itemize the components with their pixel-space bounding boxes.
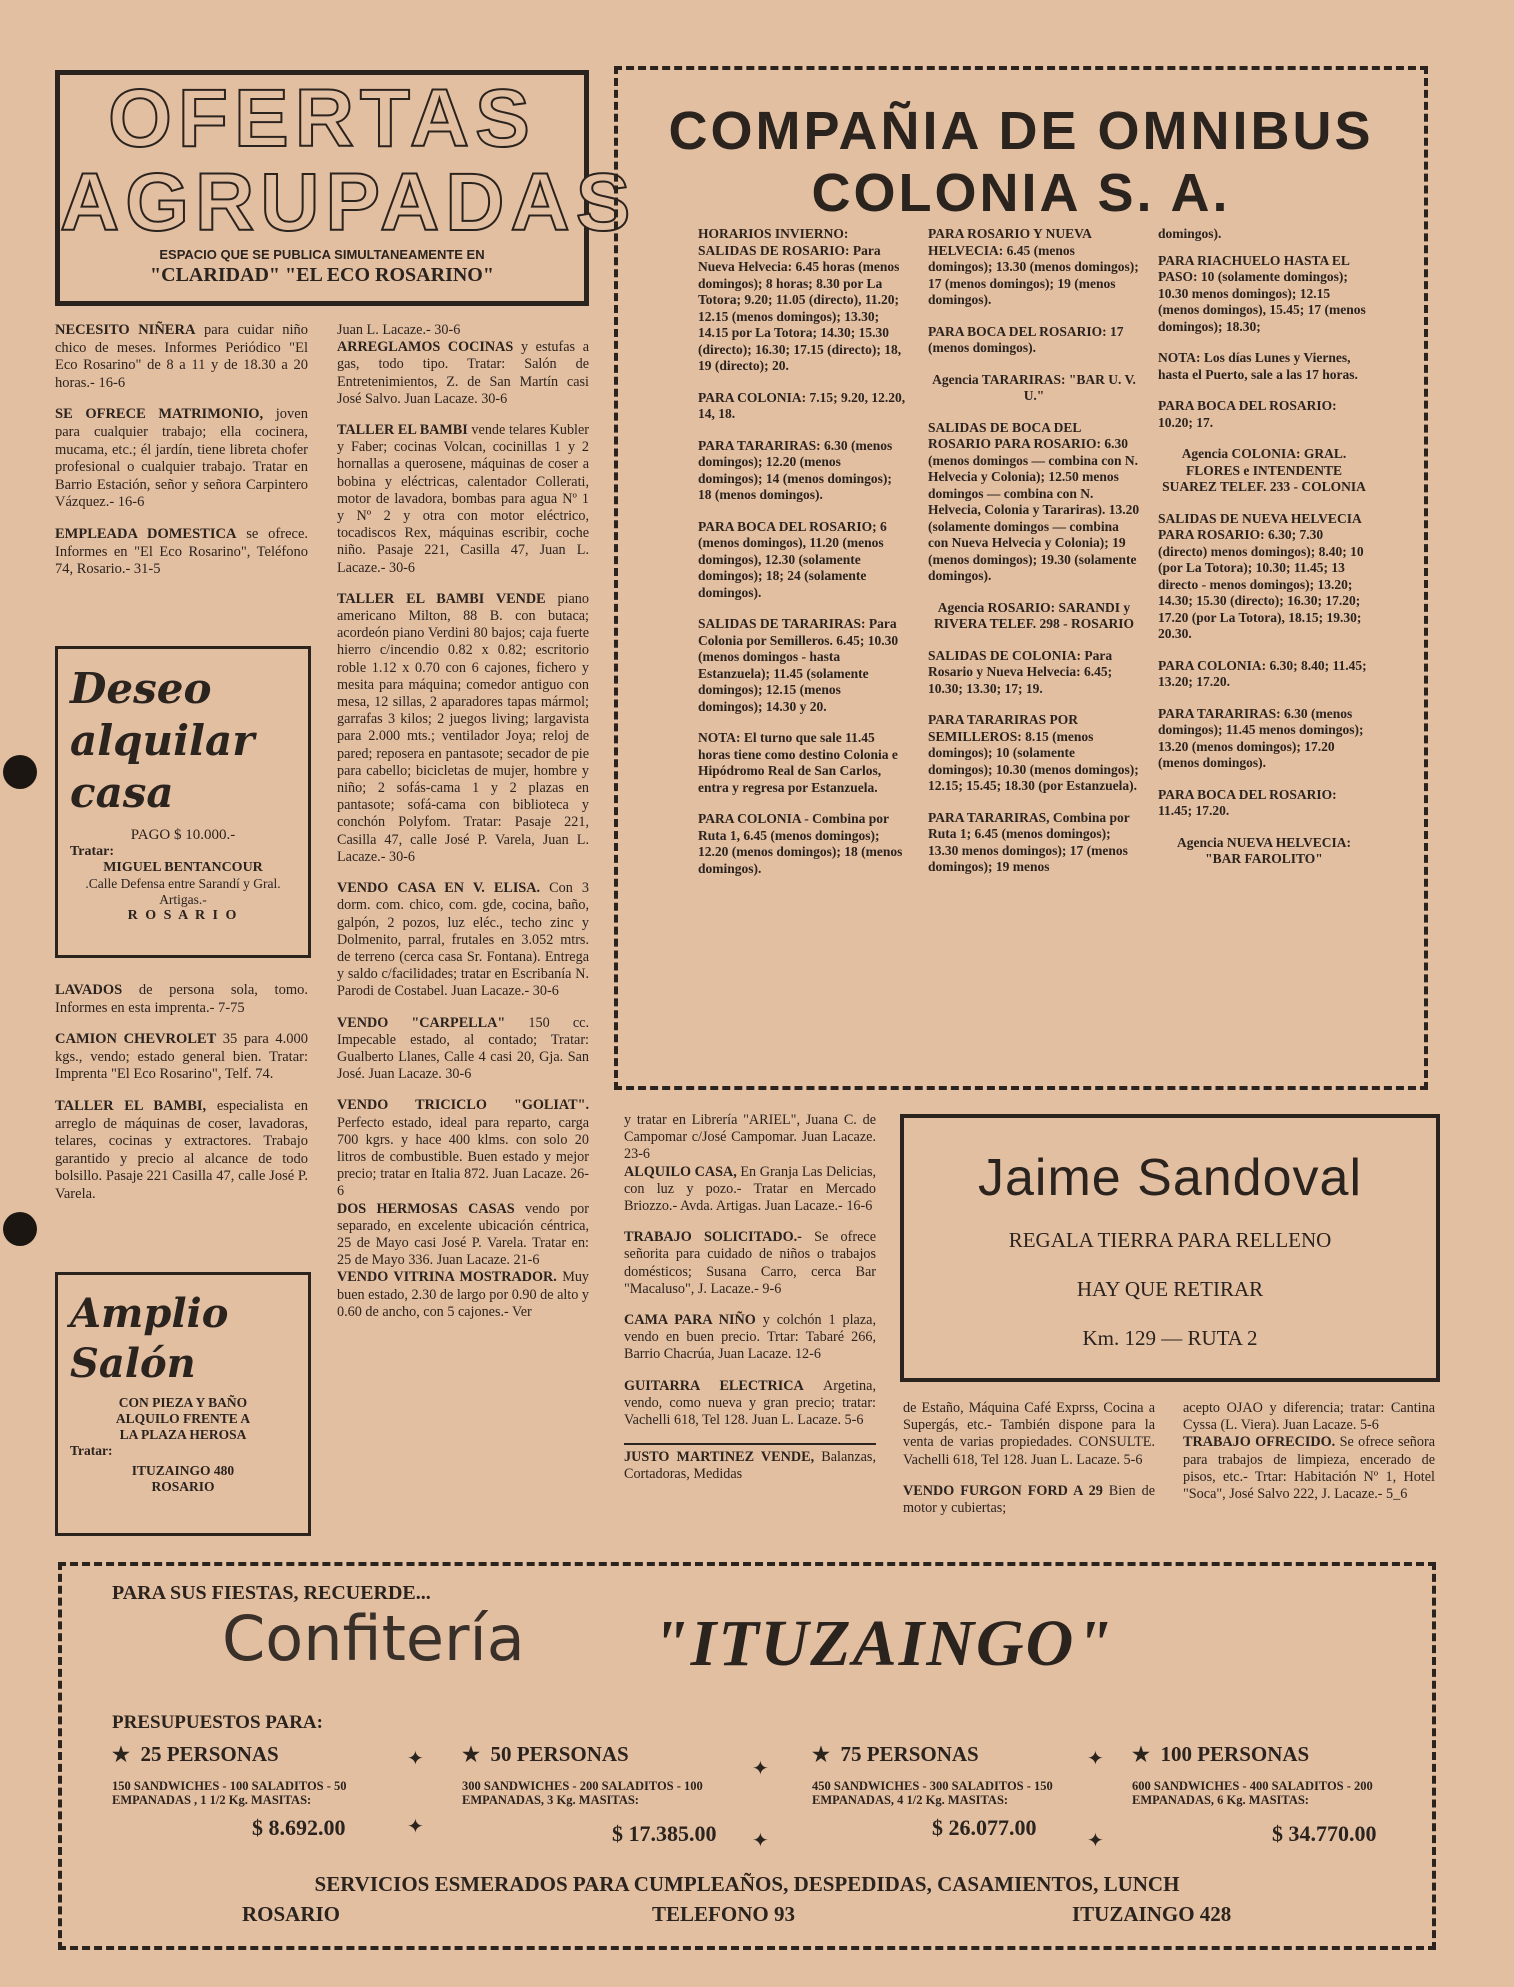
classified-ad bbox=[337, 880, 589, 1000]
schedule-entry: PARA BOCA DEL ROSARIO; 6 (menos domingos), 11.20 (menos domingos), 12.30 (solamente domingos); 18; 24 (solamente domingos). bbox=[698, 518, 887, 600]
star-icon: ✦ bbox=[407, 1748, 424, 1770]
ofertas-title: OFERTAS bbox=[108, 73, 536, 164]
confiteria-phone: TELEFONO 93 bbox=[652, 1902, 795, 1926]
ad-lead: TRABAJO OFRECIDO. bbox=[1183, 1434, 1336, 1451]
right-bottom-column-2 bbox=[1183, 1400, 1435, 1517]
ad-text: especialista en arreglo de máquinas de coser, lavadoras, telares, cocinas y extractores. Trabajo garantido y precio al alcance de todo bolsillo. Pasaje 221 Casilla 47, calle José P. Varela. bbox=[55, 1097, 308, 1202]
ad-lead: VENDO FURGON FORD A 29 bbox=[903, 1482, 1103, 1499]
classified-ad bbox=[1183, 1434, 1435, 1503]
ofertas-subtitle: ESPACIO QUE SE PUBLICA SIMULTANEAMENTE EN bbox=[159, 247, 485, 262]
ad-lead: TALLER EL BAMBI bbox=[337, 422, 468, 439]
package-50 bbox=[462, 1742, 762, 1847]
omnibus-title-2: COLONIA S. A. bbox=[811, 163, 1231, 223]
amplio-address: ITUZAINGO 480 bbox=[131, 1463, 235, 1478]
ad-lead: TRABAJO SOLICITADO.- bbox=[624, 1229, 802, 1246]
schedule-entry: SALIDAS DE NUEVA HELVECIA PARA ROSARIO: 6.30; 7.30 (directo) menos domingos); 8.40; 10 (por La Totora); 10.30; 11.45; 13 directo - menos domingos); 13.20; 14.30; 15.30 (directo); 16.30; 17.20; 17.20 (por La Totora), 18.15; 19.30; 20.30. bbox=[1158, 510, 1364, 641]
schedule-entry: PARA BOCA DEL ROSARIO: 10.20; 17. bbox=[1158, 398, 1337, 430]
confiteria-word: Confitería bbox=[222, 1602, 525, 1675]
ad-text: 35 para 4.000 kgs., vendo; estado general bien. Tratar: Imprenta "El Eco Rosarino", Telf. 74. bbox=[55, 1031, 309, 1083]
package-price: $ 26.077.00 bbox=[932, 1815, 1037, 1840]
amplio-tratar: Tratar: bbox=[70, 1443, 113, 1458]
schedule-entry: PARA TARARIRAS POR SEMILLEROS: 8.15 (menos domingos); 10 (solamente domingos); 10.30 (menos domingos); 12.15; 15.45; 18.30 (por Estanzuela). bbox=[928, 712, 1139, 793]
ad-text: Se ofrece señorita para cuidado de niños o trabajos domésticos; Susana Carro, cerca Bar "Macaluso", J. Lacaze.- 9-6 bbox=[624, 1229, 876, 1297]
binder-hole-bottom bbox=[3, 1212, 37, 1246]
ad-lead: ARREGLAMOS COCINAS bbox=[337, 339, 514, 356]
star-icon: ★ bbox=[812, 1744, 830, 1766]
amplio-salon-box bbox=[55, 1272, 311, 1536]
ad-text: vende telares Kubler y Faber; cocinas Volcan, cocinillas 1 y 2 hornallas a querosene, máquinas de coser a bobina y eléctricas, calentador Collerati, motor de lavadora, bombas para agua Nº 1 y Nº 2 y otra con motor eléctrico, tocadiscos Rex, máquinas escribir, coche niño. Pasaje 221, Casilla 47, Juan L. Lacaze.- 30-6 bbox=[337, 422, 590, 576]
package-100 bbox=[1132, 1742, 1422, 1847]
schedule-entry: PARA RIACHUELO HASTA EL PASO: 10 (solamente domingos); 10.30 menos domingos); 12.15 (menos domingos), 15.45; 17 (menos domingos); 18.30; bbox=[1158, 252, 1366, 334]
jaime-line-2: HAY QUE RETIRAR bbox=[1076, 1277, 1264, 1301]
schedule-entry: NOTA: Los días Lunes y Viernes, hasta el Puerto, sale a las 17 horas. bbox=[1158, 350, 1358, 382]
ad-text: se ofrece. Informes en "El Eco Rosarino", Teléfono 74, Rosario.- 31-5 bbox=[55, 525, 309, 578]
omnibus-column-2 bbox=[928, 226, 1140, 891]
deseo-city: R O S A R I O bbox=[127, 908, 239, 923]
classified-ad bbox=[337, 591, 589, 866]
ad-text: Bien de motor y cubiertas; bbox=[903, 1482, 1155, 1517]
ad-text: acepto OJAO y diferencia; tratar: Cantina Cyssa (L. Viera). Juan Lacaze. 5-6 bbox=[1183, 1400, 1435, 1434]
classified-ad bbox=[55, 526, 308, 579]
ad-lead: TALLER EL BAMBI VENDE bbox=[337, 590, 546, 607]
ad-lead: CAMA PARA NIÑO bbox=[624, 1312, 756, 1329]
omnibus-column-3 bbox=[1158, 226, 1370, 883]
ad-text: piano americano Milton, 88 B. con butaca; acordeón piano Verdini 80 bajos; caja fuerte hierro c/incendio 0.82 x 0.82; escritorio roble 1.12 x 0.70 con 6 cajones, fichero y mesita para máquina; comedor antiguo con mesa, 12 sillas, 2 aparadores tapas mármol; garrafas 3 kilos; 2 juegos living; largavista para 2.000 mts.; ventilador Joya; reloj de pared; reposera en pantasote; secador de pie para cabello; bicicletas de mujer, hombre y niño; 2 sofás-cama 1 y 2 plazas en pantasote; sofá-cama con biblioteca y conchón Polyfom. Tratar: Pasaje 221, Casilla 47, calle José P. Varela, Juan L. Lacaze.- 30-6 bbox=[337, 590, 589, 865]
ad-lead: SE OFRECE MATRIMONIO, bbox=[55, 406, 264, 423]
deseo-tratar: Tratar: bbox=[70, 844, 115, 859]
star-icon: ★ bbox=[462, 1744, 480, 1766]
classified-ad bbox=[624, 1378, 876, 1430]
package-title bbox=[462, 1742, 762, 1767]
amplio-title-1: Amplio bbox=[70, 1290, 229, 1337]
left-column-top bbox=[55, 322, 308, 593]
confiteria-name: "ITUZAINGO" bbox=[652, 1607, 1114, 1680]
package-desc: 150 SANDWICHES - 100 SALADITOS - 50 EMPANADAS , 1 1/2 Kg. MASITAS: bbox=[112, 1779, 347, 1807]
ad-text: Se ofrece señora para trabajos de limpieza, encerado de pisos, etc.- Trtar: Habitación Nº 1, Hotel "Soca", José Salvo 222, J. Lacaze.- 5_6 bbox=[1183, 1434, 1435, 1503]
left-column-mid bbox=[55, 982, 308, 1218]
schedule-entry: SALIDAS DE COLONIA: Para Rosario y Nueva Helvecia: 6.45; 10.30; 13.30; 17; 19. bbox=[928, 647, 1113, 696]
package-title bbox=[1132, 1742, 1422, 1767]
classified-ad bbox=[337, 1097, 589, 1200]
star-icon: ✦ bbox=[1087, 1748, 1104, 1770]
classified-ad bbox=[55, 982, 308, 1017]
package-desc: 600 SANDWICHES - 400 SALADITOS - 200 EMPANADAS, 6 Kg. MASITAS: bbox=[1132, 1779, 1373, 1807]
classified-ad bbox=[337, 322, 589, 339]
package-desc: 300 SANDWICHES - 200 SALADITOS - 100 EMPANADAS, 3 Kg. MASITAS: bbox=[462, 1779, 703, 1807]
ofertas-header-box bbox=[55, 70, 637, 306]
ad-lead: GUITARRA ELECTRICA bbox=[624, 1377, 804, 1394]
servicios-line: SERVICIOS ESMERADOS PARA CUMPLEAÑOS, DESPEDIDAS, CASAMIENTOS, LUNCH bbox=[314, 1872, 1180, 1896]
ad-text: de persona sola, tomo. Informes en esta imprenta.- 7-75 bbox=[55, 982, 308, 1016]
deseo-address: .Calle Defensa entre Sarandí y Gral. Artigas.- bbox=[85, 876, 281, 907]
classified-ad bbox=[903, 1483, 1155, 1517]
package-title-text: 75 PERSONAS bbox=[840, 1742, 979, 1766]
amplio-city: ROSARIO bbox=[151, 1479, 215, 1494]
schedule-entry: NOTA: El turno que sale 11.45 horas tiene como destino Colonia e Hipódromo Real de San Carlos, entra y regresa por Estanzuela. bbox=[698, 730, 898, 795]
ad-text: de Estaño, Máquina Café Exprss, Cocina a Supergás, etc.- También dispone para la venta de varias propiedades. CONSULTE. Vachelli 618, Tel 128. Juan L. Lacaze. 5-6 bbox=[903, 1400, 1155, 1468]
ad-lead: VENDO TRICICLO "GOLIAT". bbox=[337, 1097, 589, 1114]
amplio-title-2: Salón bbox=[70, 1340, 196, 1387]
schedule-entry: domingos). bbox=[1158, 226, 1222, 241]
ad-text: Argetina, vendo, como nueva y gran precio; tratar: Vachelli 618, Tel 128. Juan L. Lacaze. 5-6 bbox=[624, 1377, 876, 1429]
schedule-entry: Agencia TARARIRAS: "BAR U. V. U." bbox=[932, 371, 1136, 403]
classified-ad bbox=[1183, 1400, 1435, 1434]
omnibus-column-1 bbox=[698, 226, 908, 892]
schedule-entry: Agencia NUEVA HELVECIA: "BAR FAROLITO" bbox=[1176, 834, 1352, 866]
classified-ad bbox=[624, 1443, 876, 1483]
schedule-entry: Agencia ROSARIO: SARANDI y RIVERA TELEF. 298 - ROSARIO bbox=[934, 599, 1134, 631]
presupuestos-label: PRESUPUESTOS PARA: bbox=[112, 1712, 323, 1733]
ad-lead: NECESITO NIÑERA bbox=[55, 322, 196, 338]
ad-lead: DOS HERMOSAS CASAS bbox=[337, 1200, 515, 1217]
confiteria-pre: PARA SUS FIESTAS, RECUERDE... bbox=[112, 1582, 431, 1604]
ad-lead: TALLER EL BAMBI, bbox=[55, 1097, 207, 1114]
star-icon: ✦ bbox=[752, 1758, 769, 1780]
schedule-entry: PARA TARARIRAS: 6.30 (menos domingos); 12.20 (menos domingos); 14 (menos domingos); 18 (menos domingos). bbox=[698, 437, 893, 502]
schedule-entry: PARA COLONIA: 7.15; 9.20, 12.20, 14, 18. bbox=[698, 389, 906, 421]
center-column bbox=[624, 1112, 876, 1498]
ad-text: 150 cc. Impecable estado, al contado; Tratar: Gualberto Llanes, Calle 4 casi 20, Gja. San José. Juan Lacaze. 30-6 bbox=[337, 1014, 589, 1083]
classified-ad bbox=[624, 1164, 876, 1216]
classified-ad bbox=[903, 1400, 1155, 1469]
agrupadas-title: AGRUPADAS bbox=[60, 157, 637, 248]
middle-column bbox=[337, 322, 589, 1335]
amplio-line-3: LA PLAZA HEROSA bbox=[119, 1427, 247, 1442]
schedule-entry: PARA TARARIRAS, Combina por Ruta 1; 6.45 (menos domingos); 13.30 menos domingos); 17 (menos domingos); 19 menos bbox=[928, 809, 1130, 874]
ad-lead: VENDO "CARPELLA" bbox=[337, 1014, 506, 1031]
schedule-entry: PARA COLONIA: 6.30; 8.40; 11.45; 13.20; 17.20. bbox=[1158, 657, 1367, 689]
omnibus-box bbox=[614, 66, 1428, 1090]
ad-lead: EMPLEADA DOMESTICA bbox=[55, 525, 237, 542]
package-desc: 450 SANDWICHES - 300 SALADITOS - 150 EMPANADAS, 4 1/2 Kg. MASITAS: bbox=[812, 1779, 1053, 1807]
schedule-entry: PARA ROSARIO Y NUEVA HELVECIA: 6.45 (menos domingos); 13.30 (menos domingos); 17 (menos domingos); 19 (menos domingos). bbox=[928, 226, 1139, 307]
classified-ad bbox=[337, 1015, 589, 1084]
star-icon: ✦ bbox=[752, 1830, 769, 1852]
ad-text: Muy buen estado, 2.30 de largo por 0.90 de alto y 0.60 de ancho, con 5 cajones.- Ver bbox=[337, 1269, 590, 1320]
ad-text: Perfecto estado, ideal para reparto, carga 700 kgrs. y hace 400 klms. con solo 20 litros de combustible. Buen estado y mejor precio; tratar en Italia 872. Juan Lacaze. 26-6 bbox=[337, 1114, 589, 1200]
schedule-entry: SALIDAS DE TARARIRAS: Para Colonia por Semilleros. 6.45; 10.30 (menos domingos - hasta Estanzuela); 11.45 (solamente domingos); 12.15 (menos domingos); 14.30 y 20. bbox=[698, 616, 899, 714]
jaime-line-1: REGALA TIERRA PARA RELLENO bbox=[1008, 1228, 1332, 1252]
confiteria-box bbox=[58, 1562, 1436, 1950]
package-price: $ 34.770.00 bbox=[1272, 1821, 1377, 1846]
deseo-title-2: alquilar bbox=[70, 716, 255, 765]
schedule-entry: HORARIOS INVIERNO: SALIDAS DE ROSARIO: Para Nueva Helvecia: 6.45 horas (menos domingos); 8 horas; 8.30 por La Totora; 9.20; 11.05 (directo), 11.20; 12.15 (menos domingos); 13.30; 14.15 por La Totora; 14.30; 15.30 (directo); 16.30; 17.15 (directo); 18, 19 (directo); 20. bbox=[698, 226, 902, 373]
amplio-line-2: ALQUILO FRENTE A bbox=[115, 1411, 251, 1426]
package-price: $ 8.692.00 bbox=[252, 1815, 346, 1840]
schedule-entry: PARA COLONIA - Combina por Ruta 1, 6.45 (menos domingos); 12.20 (menos domingos); 18 (menos domingos). bbox=[698, 811, 903, 876]
ad-text: vendo por separado, en excelente ubicación céntrica, 25 de Mayo casi José P. Varela. Tratar en: 25 de Mayo 336. Juan Lacaze. 21-6 bbox=[337, 1200, 589, 1269]
package-title-text: 100 PERSONAS bbox=[1160, 1742, 1310, 1766]
schedule-entry: PARA TARARIRAS: 6.30 (menos domingos); 11.45 menos domingos); 13.20 (menos domingos); 17.20 (menos domingos). bbox=[1158, 705, 1364, 770]
ad-lead: JUSTO MARTINEZ VENDE, bbox=[624, 1449, 815, 1466]
ad-text: Con 3 dorm. com. chico, com. gde, cocina, baño, galpón, 2 pozos, luz eléc., techo zinc y Dolmenito, parral, frutales en 3.052 mtrs. de terreno (cerca casa Sr. Fontana). Entrega y saldo c/facilidades; tratar en Escribanía N. Parodi de Costabel. Juan Lacaze.- 30-6 bbox=[337, 880, 589, 1000]
ad-lead: ALQUILO CASA, bbox=[624, 1163, 737, 1180]
ad-text: para cuidar niño chico de meses. Informes Periódico "El Eco Rosarino" de 8 a 11 y de 18.30 a 20 horas.- 16-6 bbox=[55, 322, 308, 391]
star-icon: ★ bbox=[1132, 1744, 1150, 1766]
classified-ad bbox=[624, 1112, 876, 1164]
deseo-title-1: Deseo bbox=[70, 664, 212, 713]
ad-lead: VENDO CASA EN V. ELISA. bbox=[337, 880, 541, 897]
star-icon: ✦ bbox=[1087, 1830, 1104, 1852]
ad-text: Juan L. Lacaze.- 30-6 bbox=[337, 322, 461, 338]
classified-ad bbox=[55, 406, 308, 512]
ofertas-papers: "CLARIDAD" "EL ECO ROSARINO" bbox=[150, 264, 494, 286]
ad-text: y estufas a gas, todo tipo. Tratar: Salón de Entretenimientos, Z. de San Martín casi José Salvo. Juan Lacaze. 30-6 bbox=[337, 339, 589, 407]
package-title bbox=[812, 1742, 1112, 1767]
jaime-line-3: Km. 129 — RUTA 2 bbox=[1082, 1326, 1258, 1350]
deseo-name: MIGUEL BENTANCOUR bbox=[103, 860, 263, 875]
package-75 bbox=[812, 1742, 1112, 1841]
package-title-text: 50 PERSONAS bbox=[490, 1742, 629, 1766]
ad-text: y colchón 1 plaza, vendo en buen precio. Trtar: Tabaré 266, Barrio Chacrúa, Juan Lacaze. 12-6 bbox=[624, 1312, 876, 1363]
ad-text: joven para cualquier trabajo; ella cocinera, mucama, etc.; él jardín, tiene libreta chofer profesional o cualquier trabajo. Tratar en Barrio Estación, señor y señora Carpintero Vázquez.- 16-6 bbox=[55, 406, 308, 511]
jaime-sandoval-box bbox=[900, 1114, 1440, 1382]
deseo-alquilar-box bbox=[55, 646, 311, 958]
classified-ad bbox=[337, 339, 589, 408]
deseo-title-3: casa bbox=[70, 768, 174, 817]
omnibus-title-1: COMPAÑIA DE OMNIBUS bbox=[668, 101, 1374, 161]
binder-hole-top bbox=[3, 755, 37, 789]
classified-ad bbox=[624, 1229, 876, 1298]
right-bottom-column-1 bbox=[903, 1400, 1155, 1531]
package-title bbox=[112, 1742, 402, 1767]
classified-ad bbox=[55, 322, 308, 392]
package-price: $ 17.385.00 bbox=[612, 1821, 717, 1846]
classified-ad bbox=[337, 1201, 589, 1270]
schedule-entry: PARA BOCA DEL ROSARIO: 11.45; 17.20. bbox=[1158, 786, 1337, 818]
ad-text: y tratar en Librería "ARIEL", Juana C. de Campomar c/José Campomar. Juan Lacaze. 23-6 bbox=[624, 1112, 876, 1163]
ad-lead: CAMION CHEVROLET bbox=[55, 1031, 217, 1048]
ad-lead: LAVADOS bbox=[55, 982, 123, 998]
deseo-pago: PAGO $ 10.000.- bbox=[130, 827, 236, 843]
classified-ad bbox=[55, 1031, 308, 1084]
classified-ad bbox=[55, 1098, 308, 1204]
star-icon: ✦ bbox=[407, 1816, 424, 1838]
jaime-name: Jaime Sandoval bbox=[978, 1149, 1362, 1207]
ad-lead: VENDO VITRINA MOSTRADOR. bbox=[337, 1269, 557, 1286]
schedule-entry: PARA BOCA DEL ROSARIO: 17 (menos domingos). bbox=[928, 323, 1124, 355]
amplio-line-1: CON PIEZA Y BAÑO bbox=[118, 1395, 248, 1410]
ad-text: Balanzas, Cortadoras, Medidas bbox=[624, 1449, 876, 1483]
classified-ad bbox=[624, 1312, 876, 1364]
schedule-entry: Agencia COLONIA: GRAL. FLORES e INTENDENTE SUAREZ TELEF. 233 - COLONIA bbox=[1162, 446, 1366, 494]
classified-ad bbox=[337, 422, 589, 577]
confiteria-city: ROSARIO bbox=[242, 1902, 341, 1926]
package-25 bbox=[112, 1742, 402, 1841]
confiteria-address: ITUZAINGO 428 bbox=[1072, 1902, 1232, 1926]
star-icon: ★ bbox=[112, 1744, 130, 1766]
classified-ad bbox=[337, 1269, 589, 1321]
schedule-entry: SALIDAS DE BOCA DEL ROSARIO PARA ROSARIO: 6.30 (menos domingos — combina con N. Helvecia y Colonia); 12.50 menos domingos — combina con N. Helvecia, Colonia y Tarariras). 13.20 (solamente domingos — combina con Nueva Helvecia y Colonia); 19 (menos domingos); 19.30 (solamente domingos). bbox=[928, 419, 1140, 583]
package-title-text: 25 PERSONAS bbox=[140, 1742, 279, 1766]
ad-text: En Granja Las Delicias, con luz y pozo.- Tratar en Mercado Briozzo.- Avda. Artigas. Juan Lacaze.- 16-6 bbox=[624, 1163, 877, 1215]
